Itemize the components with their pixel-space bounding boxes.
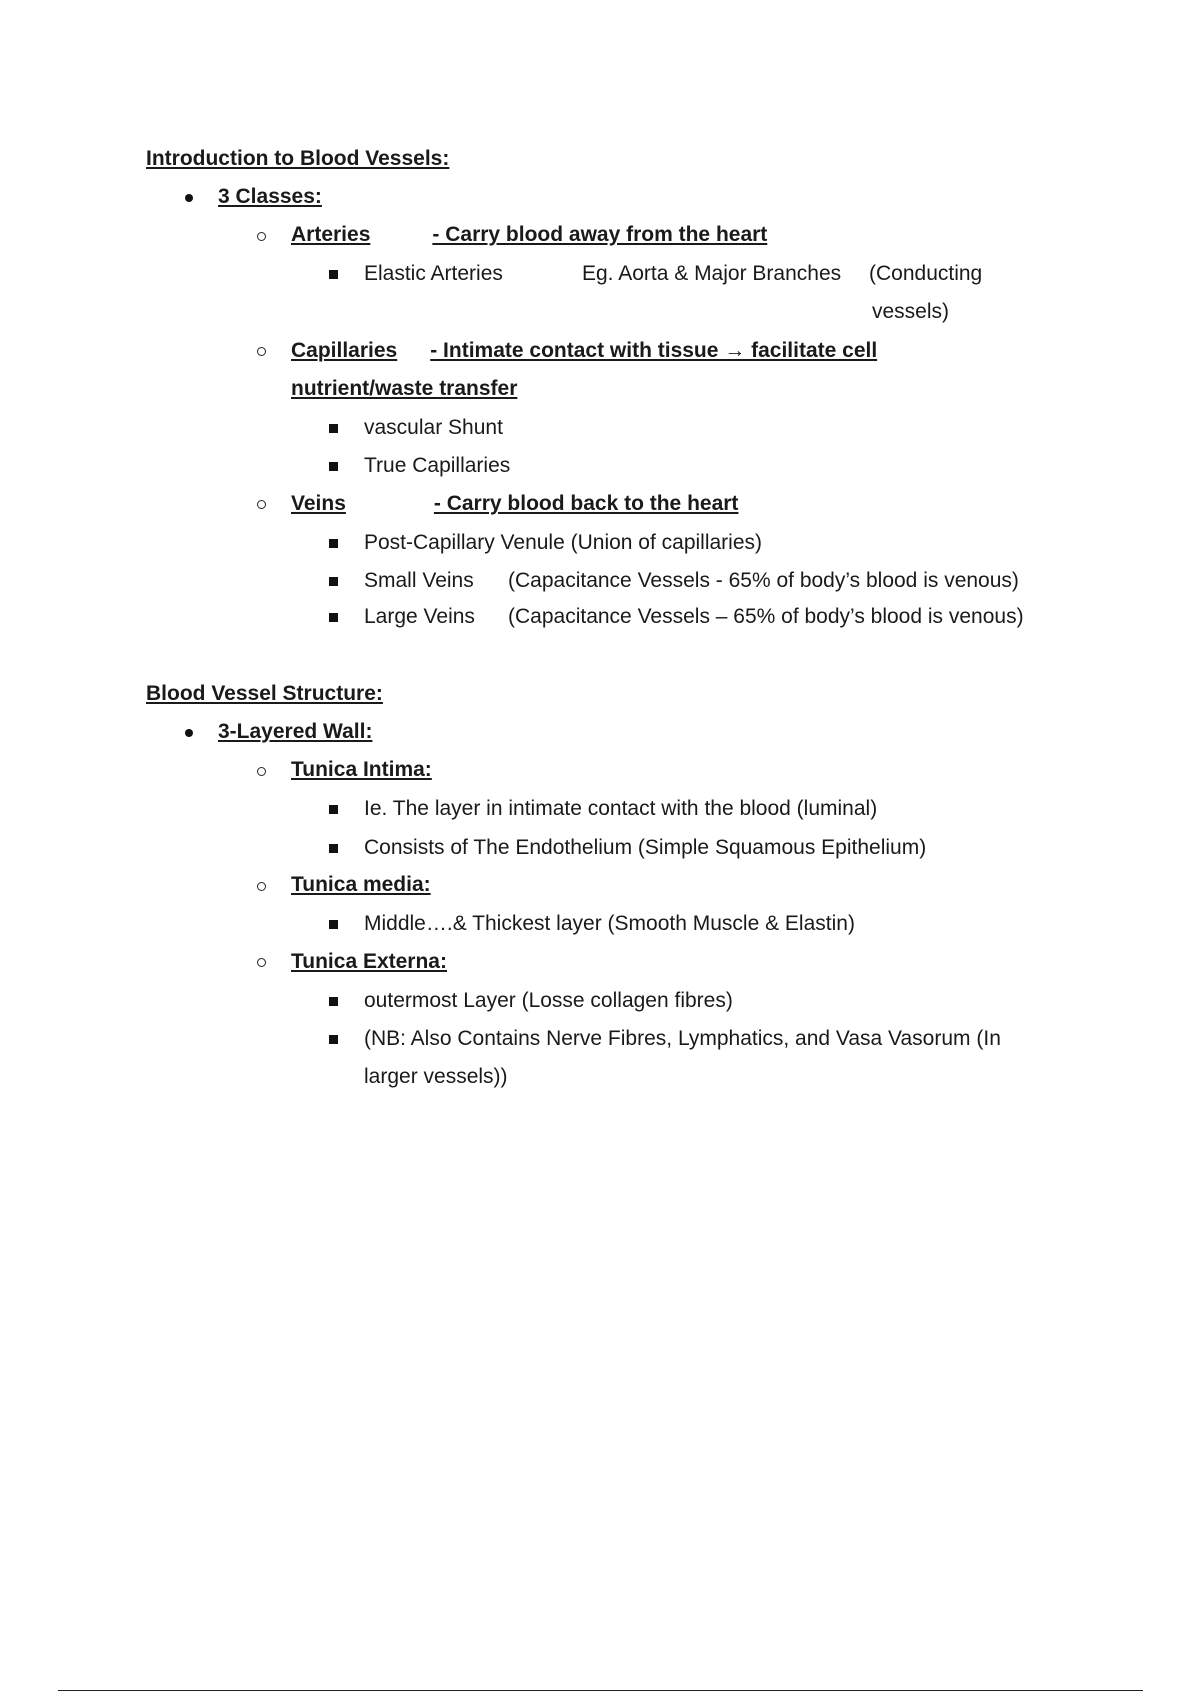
veins-title (291, 491, 738, 517)
footer-divider (58, 1690, 1143, 1691)
capillaries-title (291, 338, 877, 364)
tunica-intima-title: Tunica Intima: (291, 758, 432, 781)
vein-item-note: (Capacitance Vessels – 65% of body’s blood is venous) (508, 605, 1024, 628)
square-bullet-icon (329, 424, 338, 433)
disc-bullet-icon (185, 729, 193, 737)
square-bullet-icon (329, 539, 338, 548)
arteries-name: Arteries (291, 223, 371, 246)
intima-item: Consists of The Endothelium (Simple Squamous Epithelium) (364, 836, 927, 859)
vein-item-label: Large Veins (364, 605, 475, 628)
circle-bullet-icon (257, 347, 266, 356)
circle-bullet-icon (257, 500, 266, 509)
capillary-item: True Capillaries (364, 454, 511, 477)
square-bullet-icon (329, 462, 338, 471)
classes-label: 3 Classes: (218, 185, 322, 208)
vein-item-label: Post-Capillary Venule (Union of capillaries) (364, 531, 763, 554)
veins-desc: - Carry blood back to the heart (433, 492, 739, 515)
circle-bullet-icon (257, 232, 266, 241)
square-bullet-icon (329, 1035, 338, 1044)
capillaries-desc-cont: nutrient/waste transfer (291, 377, 518, 400)
square-bullet-icon (329, 577, 338, 586)
media-item: Middle….& Thickest layer (Smooth Muscle & Elastin) (364, 912, 855, 935)
intima-item: Ie. The layer in intimate contact with the blood (luminal) (364, 797, 878, 820)
externa-item: outermost Layer (Losse collagen fibres) (364, 989, 733, 1012)
section-heading-intro: Introduction to Blood Vessels: (146, 147, 450, 170)
vein-item-note: (Capacitance Vessels - 65% of body’s blood is venous) (508, 569, 1019, 592)
square-bullet-icon (329, 997, 338, 1006)
capillary-item: vascular Shunt (364, 416, 503, 439)
arteries-desc: - Carry blood away from the heart (432, 223, 768, 246)
wall-label: 3-Layered Wall: (218, 720, 373, 743)
section-heading-structure: Blood Vessel Structure: (146, 682, 383, 705)
capillaries-desc: - Intimate contact with tissue → facilitate cell (430, 339, 878, 362)
veins-name: Veins (291, 492, 346, 515)
square-bullet-icon (329, 844, 338, 853)
externa-nb-note: (NB: Also Contains Nerve Fibres, Lymphatics, and Vasa Vasorum (In (364, 1027, 1001, 1050)
circle-bullet-icon (257, 882, 266, 891)
elastic-arteries-example: Eg. Aorta & Major Branches (582, 262, 842, 285)
square-bullet-icon (329, 805, 338, 814)
disc-bullet-icon (185, 194, 193, 202)
elastic-arteries-note: (Conducting (869, 262, 983, 285)
elastic-arteries-note-cont: vessels) (872, 300, 950, 323)
tunica-externa-title: Tunica Externa: (291, 950, 447, 973)
vein-item-label: Small Veins (364, 569, 474, 592)
externa-nb-note-cont: larger vessels)) (364, 1065, 508, 1088)
circle-bullet-icon (257, 958, 266, 967)
square-bullet-icon (329, 270, 338, 279)
square-bullet-icon (329, 920, 338, 929)
arteries-title (291, 222, 767, 248)
square-bullet-icon (329, 613, 338, 622)
tunica-media-title: Tunica media: (291, 873, 431, 896)
elastic-arteries-label: Elastic Arteries (364, 262, 503, 285)
capillaries-name: Capillaries (291, 339, 398, 362)
circle-bullet-icon (257, 767, 266, 776)
